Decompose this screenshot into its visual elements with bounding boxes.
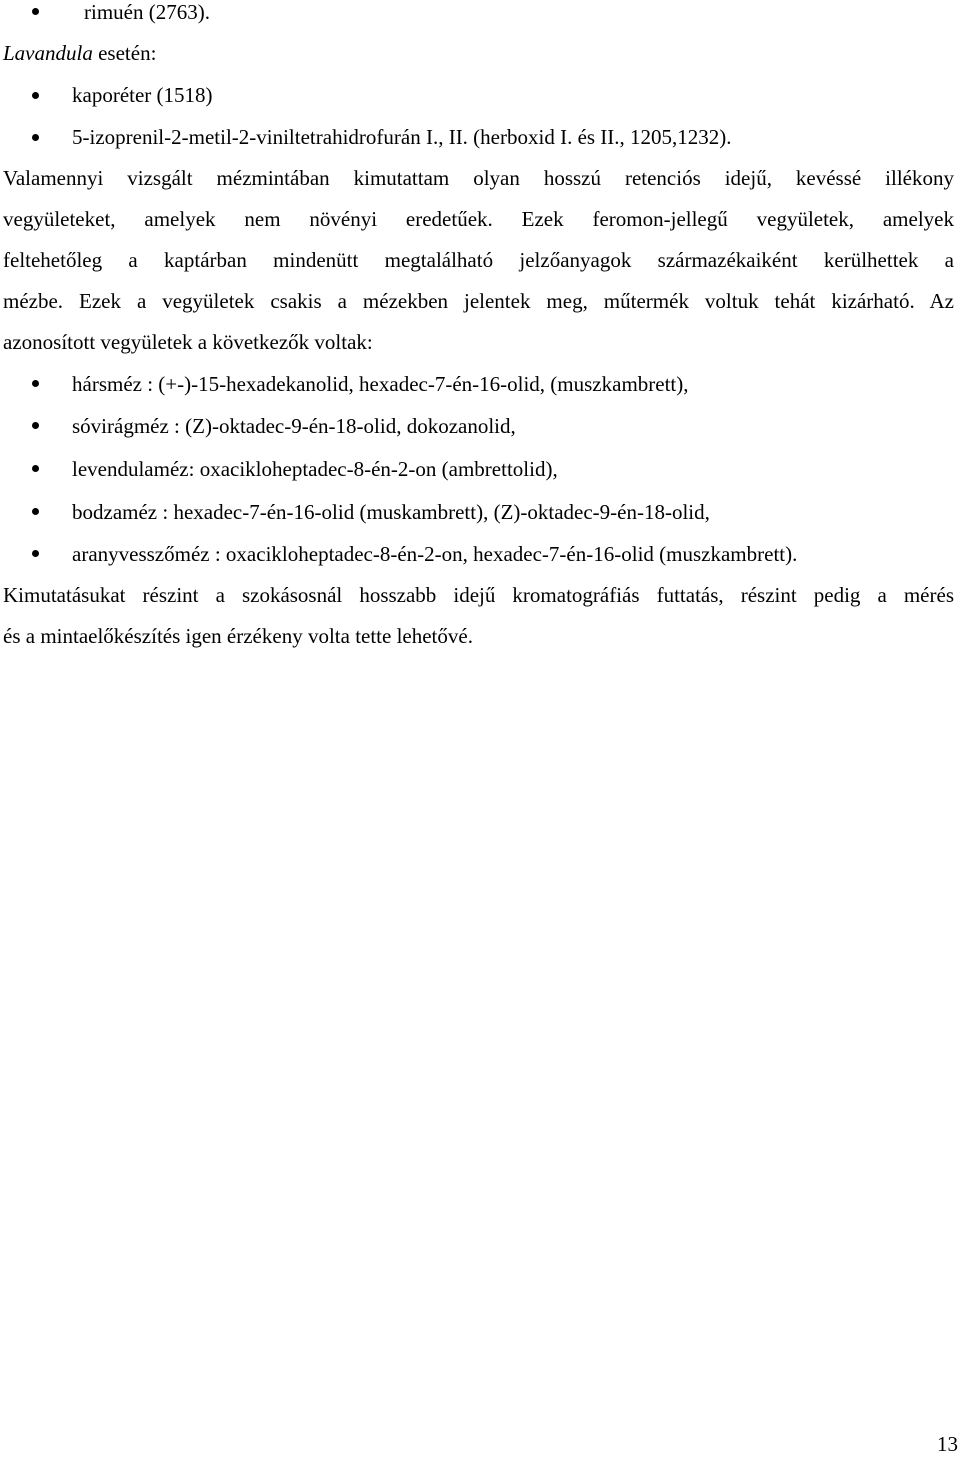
bullet [32,422,39,429]
bullet [32,134,39,141]
paragraph-line: azonosított vegyületek a következők voltak: [3,330,373,354]
genus-name: Lavandula [3,41,93,65]
bullet [32,550,39,557]
list-item: hársméz : (+-)-15-hexadekanolid, hexadec-7-én-16-olid, (muszkambrett), [72,372,689,396]
paragraph-line: feltehetőleg a kaptárban mindenütt megtalálható jelzőanyagok származékaiként kerülhettek a [3,248,954,272]
lavandula-heading [3,41,156,65]
list-item: levendulaméz: oxacikloheptadec-8-én-2-on (ambrettolid), [72,457,558,481]
list-item: 5-izoprenil-2-metil-2-viniltetrahidrofurán I., II. (herboxid I. és II., 1205,1232). [72,125,732,149]
list-item: sóvirágméz : (Z)-oktadec-9-én-18-olid, dokozanolid, [72,414,516,438]
bullet [32,508,39,515]
paragraph-line: Valamennyi vizsgált mézmintában kimutattam olyan hosszú retenciós idejű, kevéssé illékony [3,166,954,190]
list-item: rimuén (2763). [84,0,210,24]
paragraph-line: Kimutatásukat részint a szokásosnál hosszabb idejű kromatográfiás futtatás, részint pedig a mérés [3,583,954,607]
bullet [32,380,39,387]
bullet [32,92,39,99]
paragraph-line: vegyületeket, amelyek nem növényi eredetűek. Ezek feromon-jellegű vegyületek, amelyek [3,207,954,231]
bullet [32,465,39,472]
paragraph-line: és a mintaelőkészítés igen érzékeny volta tette lehetővé. [3,624,473,648]
list-item: kaporéter (1518) [72,83,213,107]
page-number: 13 [937,1432,958,1456]
bullet [32,8,39,15]
list-item: bodzaméz : hexadec-7-én-16-olid (muskambrett), (Z)-oktadec-9-én-18-olid, [72,500,710,524]
paragraph-line: mézbe. Ezek a vegyületek csakis a mézekben jelentek meg, műtermék voltuk tehát kizárható. Az [3,289,954,313]
list-item: aranyvesszőméz : oxacikloheptadec-8-én-2-on, hexadec-7-én-16-olid (muszkambrett). [72,542,798,566]
heading-rest: esetén: [92,41,157,65]
